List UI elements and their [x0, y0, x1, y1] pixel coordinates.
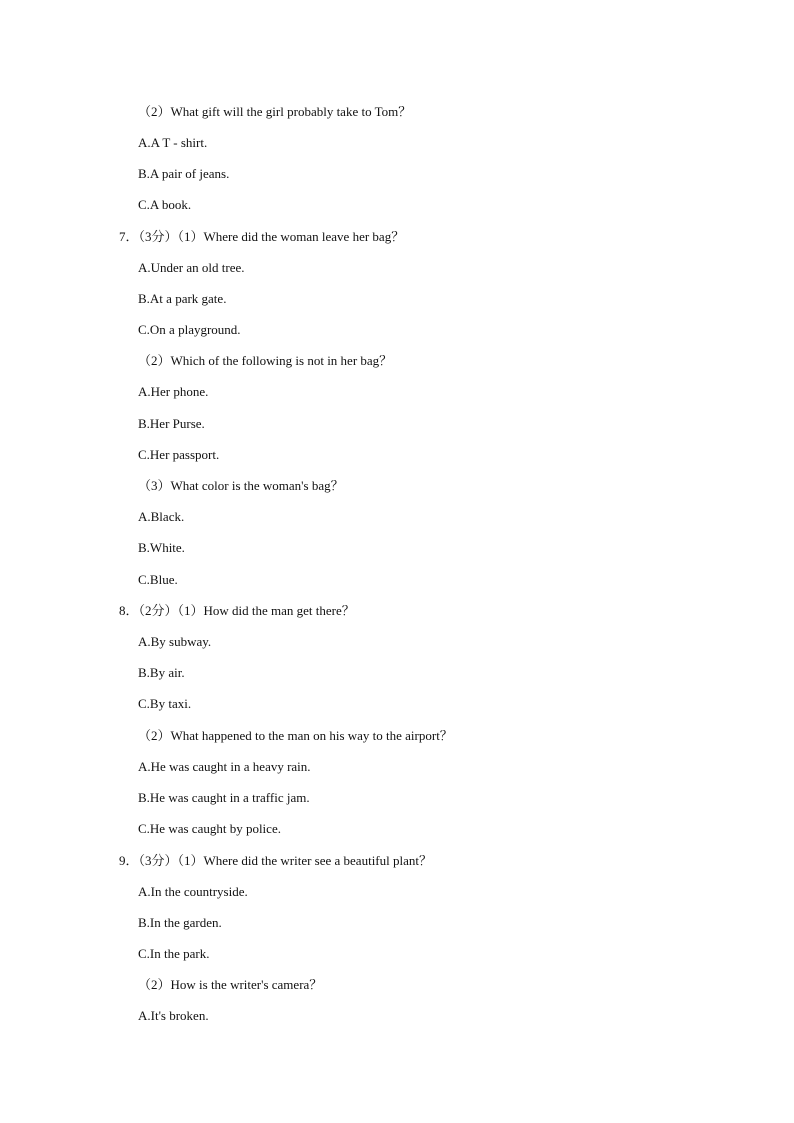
- option-6-2-c: C.A book.: [138, 197, 192, 212]
- option-7-3-c: C.Blue.: [138, 572, 178, 587]
- option-7-1-b: B.At a park gate.: [138, 291, 227, 306]
- option-7-2-b: B.Her Purse.: [138, 416, 205, 431]
- sub-question-6-2: （2）What gift will the girl probably take to Tom？: [138, 104, 412, 119]
- option-7-2-c: C.Her passport.: [138, 447, 220, 462]
- option-8-1-a: A.By subway.: [138, 634, 212, 649]
- option-9-1-a: A.In the countryside.: [138, 884, 248, 899]
- option-6-2-a: A.A T - shirt.: [138, 135, 208, 150]
- option-8-2-c: C.He was caught by police.: [138, 821, 281, 836]
- sub-question-8-2: （2）What happened to the man on his way to the airport？: [138, 728, 453, 743]
- option-7-3-a: A.Black.: [138, 509, 185, 524]
- question-8: 8．（2分）（1）How did the man get there？: [119, 603, 355, 618]
- sub-question-9-2: （2）How is the writer's camera？: [138, 977, 323, 992]
- option-8-1-c: C.By taxi.: [138, 696, 192, 711]
- option-6-2-b: B.A pair of jeans.: [138, 166, 230, 181]
- option-7-1-a: A.Under an old tree.: [138, 260, 245, 275]
- sub-question-7-3: （3）What color is the woman's bag？: [138, 478, 344, 493]
- option-7-3-b: B.White.: [138, 540, 185, 555]
- sub-question-7-2: （2）Which of the following is not in her bag？: [138, 353, 393, 368]
- option-8-1-b: B.By air.: [138, 665, 185, 680]
- option-9-1-c: C.In the park.: [138, 946, 210, 961]
- question-7: 7．（3分）（1）Where did the woman leave her bag？: [119, 229, 405, 244]
- option-8-2-b: B.He was caught in a traffic jam.: [138, 790, 310, 805]
- option-9-2-a: A.It's broken.: [138, 1008, 209, 1023]
- option-8-2-a: A.He was caught in a heavy rain.: [138, 759, 311, 774]
- option-9-1-b: B.In the garden.: [138, 915, 222, 930]
- option-7-2-a: A.Her phone.: [138, 384, 209, 399]
- question-9: 9．（3分）（1）Where did the writer see a beautiful plant？: [119, 853, 432, 868]
- option-7-1-c: C.On a playground.: [138, 322, 241, 337]
